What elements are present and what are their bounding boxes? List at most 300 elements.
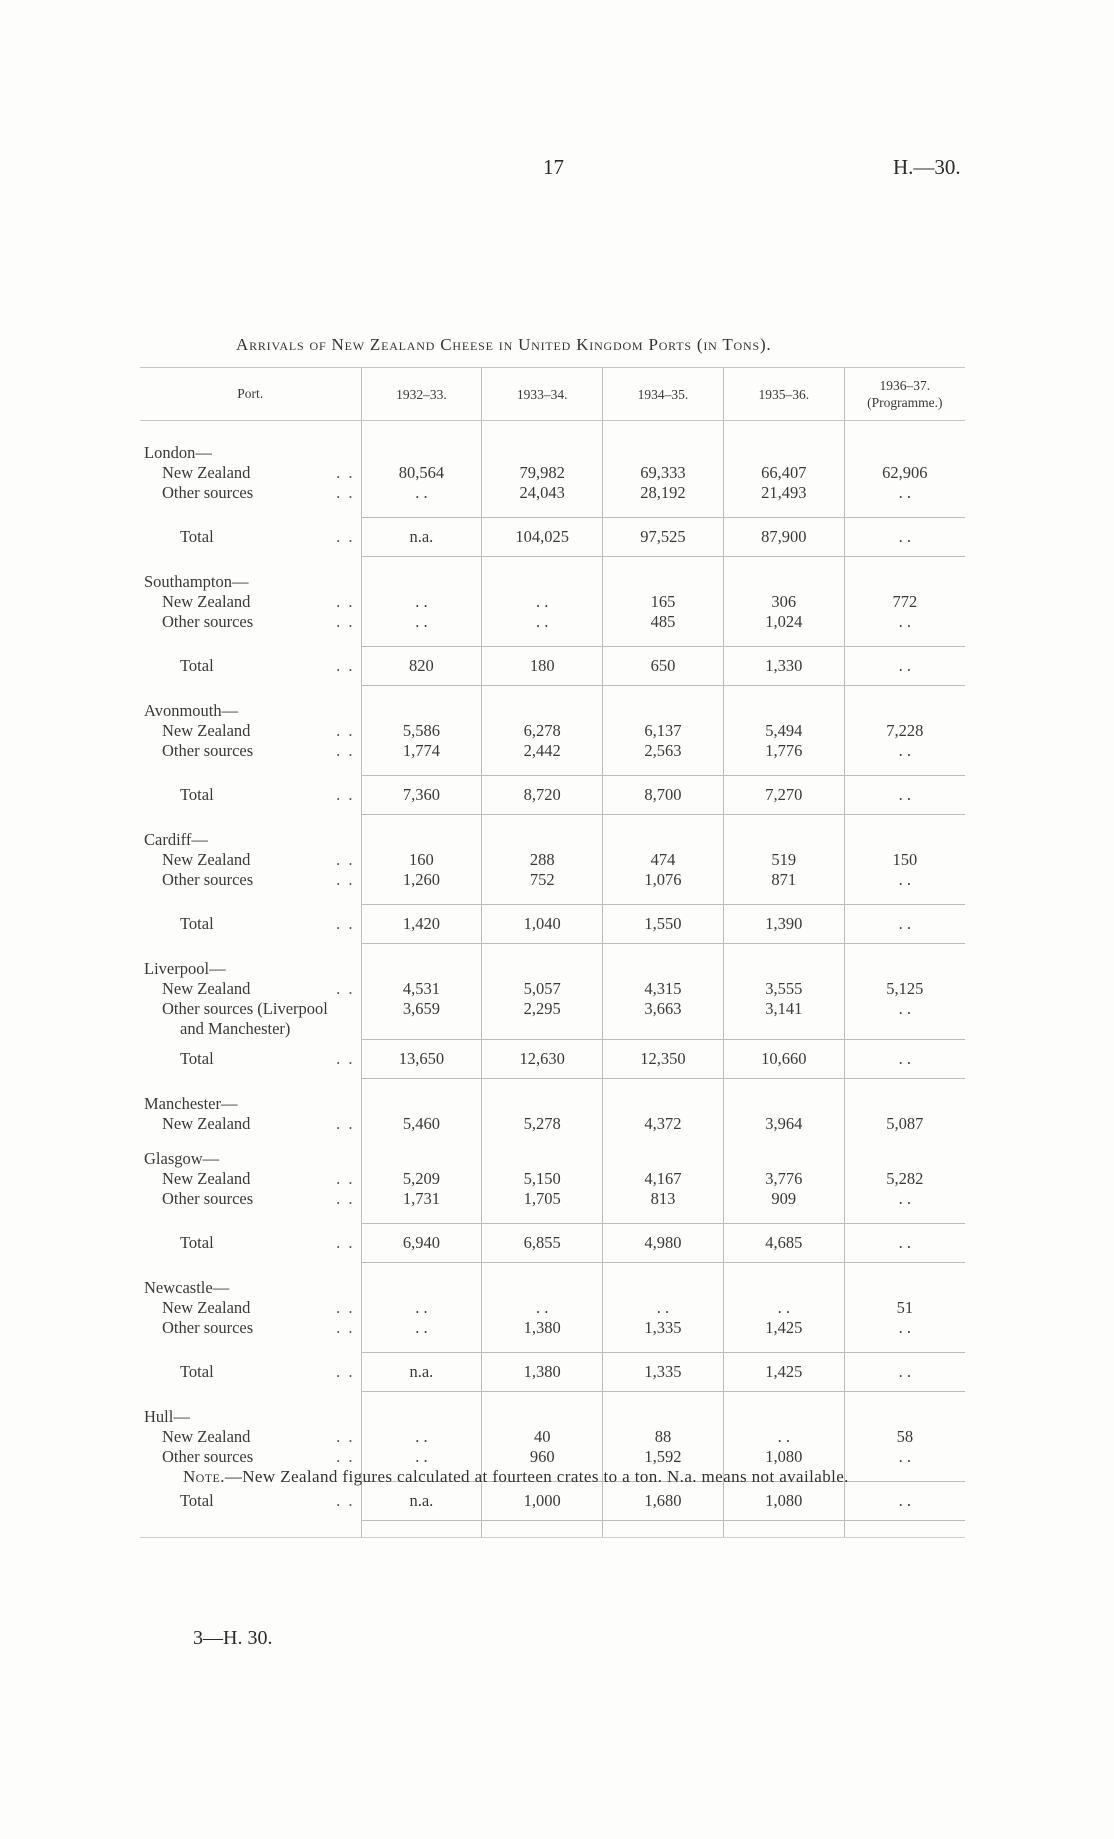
table-cell-empty xyxy=(603,1407,724,1427)
table-cell-value: 1,774 xyxy=(361,741,482,761)
row-label: New Zealand xyxy=(162,592,251,611)
table-cell-value: . . xyxy=(844,612,965,632)
table-cell-empty xyxy=(844,890,965,905)
table-cell-empty xyxy=(361,830,482,850)
table-cell-value: . . xyxy=(844,741,965,761)
table-cell-value: 180 xyxy=(482,647,603,686)
row-label-cell xyxy=(140,999,361,1019)
table-cell-value: 752 xyxy=(482,870,603,890)
table-row xyxy=(140,1114,965,1134)
table-cell-value: 650 xyxy=(603,647,724,686)
table-cell-empty xyxy=(723,1149,844,1169)
table-cell-value: 1,380 xyxy=(482,1318,603,1338)
row-label-cell xyxy=(140,1169,361,1189)
port-name: Avonmouth— xyxy=(144,701,239,720)
leader-dots: . . xyxy=(336,1362,355,1381)
table-cell-value: n.a. xyxy=(361,1482,482,1521)
table-cell-empty xyxy=(603,944,724,960)
table-cell-value: 3,659 xyxy=(361,999,482,1019)
table-spacer-row xyxy=(140,557,965,573)
table-title: Arrivals of New Zealand Cheese in United Kingdom Ports (in Tons). xyxy=(236,335,772,354)
table-cell-empty xyxy=(361,1149,482,1169)
table-row xyxy=(140,1189,965,1209)
table-cell-value: . . xyxy=(844,1040,965,1079)
table-cell-empty xyxy=(723,1019,844,1040)
table-row xyxy=(140,612,965,632)
table-cell-value: . . xyxy=(361,483,482,503)
table-cell-empty xyxy=(723,761,844,776)
table-cell-value: 28,192 xyxy=(603,483,724,503)
table-cell-empty xyxy=(482,1521,603,1538)
table-cell-value: 1,080 xyxy=(723,1447,844,1467)
table-cell-value: 1,330 xyxy=(723,647,844,686)
leader-dots: . . xyxy=(336,1169,355,1188)
row-label: New Zealand xyxy=(162,1169,251,1188)
table-cell-value: . . xyxy=(844,905,965,944)
table-cell-value: 5,586 xyxy=(361,721,482,741)
row-label-cell xyxy=(140,1447,361,1467)
row-label: New Zealand xyxy=(162,850,251,869)
column-header-year: 1935–36. xyxy=(723,368,844,421)
table-cell-empty xyxy=(723,830,844,850)
row-label-cell xyxy=(140,721,361,741)
column-header-year: 1933–34. xyxy=(482,368,603,421)
row-label: New Zealand xyxy=(162,463,251,482)
table-cell-value: 1,680 xyxy=(603,1482,724,1521)
table-cell-value: 5,460 xyxy=(361,1114,482,1134)
port-name: Cardiff— xyxy=(144,830,208,849)
table-cell-empty xyxy=(140,686,361,702)
table-row xyxy=(140,850,965,870)
table-cell-empty xyxy=(482,701,603,721)
table-cell-empty xyxy=(482,443,603,463)
column-header-port: Port. xyxy=(140,368,361,421)
table-cell-empty xyxy=(723,1407,844,1427)
total-label-cell xyxy=(140,1040,361,1079)
table-cell-empty xyxy=(361,1209,482,1224)
table-cell-empty xyxy=(140,632,361,647)
table-cell-value: 88 xyxy=(603,1427,724,1447)
table-cell-empty xyxy=(603,1149,724,1169)
table-cell-empty xyxy=(140,944,361,960)
leader-dots: . . xyxy=(336,1049,355,1068)
table-cell-value: 5,125 xyxy=(844,979,965,999)
total-label: Total xyxy=(180,1233,214,1252)
table-cell-empty xyxy=(361,1094,482,1114)
table-cell-empty xyxy=(844,1521,965,1538)
table-row xyxy=(140,1298,965,1318)
table-cell-empty xyxy=(482,686,603,702)
table-cell-value: . . xyxy=(361,1318,482,1338)
leader-dots: . . xyxy=(336,1447,355,1466)
table-cell-value: 474 xyxy=(603,850,724,870)
table-row xyxy=(140,870,965,890)
table-cell-value: 1,550 xyxy=(603,905,724,944)
table-cell-value: . . xyxy=(844,1447,965,1467)
table-cell-empty xyxy=(844,1094,965,1114)
table-row xyxy=(140,592,965,612)
table-cell-empty xyxy=(603,1094,724,1114)
table-cell-empty xyxy=(482,1079,603,1095)
table-row xyxy=(140,1169,965,1189)
table-cell-empty xyxy=(844,421,965,444)
table-cell-empty xyxy=(361,815,482,831)
table-cell-value: . . xyxy=(482,592,603,612)
table-cell-value: 4,167 xyxy=(603,1169,724,1189)
row-label: Other sources (Liverpool xyxy=(162,999,328,1018)
table-cell-empty xyxy=(723,503,844,518)
table-cell-empty xyxy=(603,1263,724,1279)
table-cell-value: 485 xyxy=(603,612,724,632)
row-label-cell xyxy=(140,741,361,761)
table-cell-empty xyxy=(723,443,844,463)
table-cell-empty xyxy=(361,1278,482,1298)
table-cell-empty xyxy=(603,1338,724,1353)
table-spacer-row xyxy=(140,1209,965,1224)
table-cell-empty xyxy=(361,1407,482,1427)
row-label-continuation: and Manchester) xyxy=(180,1019,291,1039)
table-spacer-row xyxy=(140,1263,965,1279)
row-label-cell xyxy=(140,870,361,890)
table-cell-value: 51 xyxy=(844,1298,965,1318)
port-name-row xyxy=(140,572,965,592)
table-cell-empty xyxy=(361,701,482,721)
table-cell-value: 40 xyxy=(482,1427,603,1447)
table-cell-empty xyxy=(482,632,603,647)
table-cell-empty xyxy=(482,1407,603,1427)
port-name-row xyxy=(140,701,965,721)
leader-dots: . . xyxy=(336,527,355,546)
table-cell-empty xyxy=(140,503,361,518)
table-cell-value: 1,260 xyxy=(361,870,482,890)
table-cell-value: 306 xyxy=(723,592,844,612)
table-cell-empty xyxy=(140,1263,361,1279)
table-cell-empty xyxy=(844,1263,965,1279)
table-cell-empty xyxy=(723,1521,844,1538)
table-cell-value: . . xyxy=(844,483,965,503)
port-name-row xyxy=(140,959,965,979)
table-cell-empty xyxy=(844,503,965,518)
table-spacer-row xyxy=(140,1521,965,1538)
table-body xyxy=(140,421,965,1538)
table-cell-empty xyxy=(140,1338,361,1353)
table-cell-empty xyxy=(140,557,361,573)
column-header-year: 1934–35. xyxy=(603,368,724,421)
table-cell-value: 8,720 xyxy=(482,776,603,815)
table-cell-empty xyxy=(603,701,724,721)
document-reference: H.—30. xyxy=(893,155,961,179)
table-spacer-row xyxy=(140,1392,965,1408)
table-cell-empty xyxy=(140,1209,361,1224)
table-cell-empty xyxy=(603,1278,724,1298)
table-cell-value: 5,057 xyxy=(482,979,603,999)
table-total-row xyxy=(140,1353,965,1392)
table-cell-value: . . xyxy=(361,1427,482,1447)
leader-dots: . . xyxy=(336,1427,355,1446)
table-cell-empty xyxy=(140,815,361,831)
total-label-cell xyxy=(140,1482,361,1521)
table-cell-empty xyxy=(844,443,965,463)
table-cell-value: 7,270 xyxy=(723,776,844,815)
table-cell-empty xyxy=(603,761,724,776)
table-cell-empty xyxy=(140,1134,361,1149)
leader-dots: . . xyxy=(336,870,355,889)
table-cell-value: 1,076 xyxy=(603,870,724,890)
row-label: New Zealand xyxy=(162,721,251,740)
table-cell-value: 1,380 xyxy=(482,1353,603,1392)
table-cell-empty xyxy=(603,830,724,850)
table-cell-value: 13,650 xyxy=(361,1040,482,1079)
table-cell-value: 7,228 xyxy=(844,721,965,741)
table-cell-value: 80,564 xyxy=(361,463,482,483)
table-cell-value: 12,350 xyxy=(603,1040,724,1079)
table-cell-value: 8,700 xyxy=(603,776,724,815)
table-cell-empty xyxy=(723,421,844,444)
table-cell-value: 58 xyxy=(844,1427,965,1447)
table-cell-empty xyxy=(844,1149,965,1169)
table-cell-value: 165 xyxy=(603,592,724,612)
table-cell-empty xyxy=(844,1467,965,1482)
programme-label: (Programme.) xyxy=(867,395,943,410)
table-cell-value: 87,900 xyxy=(723,518,844,557)
table-cell-empty xyxy=(361,959,482,979)
port-name-row xyxy=(140,1407,965,1427)
table-cell-empty xyxy=(482,503,603,518)
table-cell-empty xyxy=(482,557,603,573)
table-cell-value: 150 xyxy=(844,850,965,870)
table-cell-value: 2,295 xyxy=(482,999,603,1019)
table-cell-empty xyxy=(723,1278,844,1298)
table-cell-value: 5,278 xyxy=(482,1114,603,1134)
table-spacer-row xyxy=(140,686,965,702)
table-cell-value: 5,282 xyxy=(844,1169,965,1189)
table-cell-empty xyxy=(140,1079,361,1095)
table-cell-empty xyxy=(723,815,844,831)
table-cell-empty xyxy=(844,1209,965,1224)
page-number: 17 xyxy=(543,155,564,179)
row-label-cell xyxy=(140,850,361,870)
table-cell-empty xyxy=(844,1079,965,1095)
port-name: Hull— xyxy=(144,1407,190,1426)
table-row xyxy=(140,463,965,483)
table-cell-value: 2,442 xyxy=(482,741,603,761)
table-cell-value: . . xyxy=(844,1224,965,1263)
table-cell-value: 1,040 xyxy=(482,905,603,944)
total-label-cell xyxy=(140,518,361,557)
leader-dots: . . xyxy=(336,1233,355,1252)
table-cell-empty xyxy=(482,1209,603,1224)
table-cell-empty xyxy=(844,701,965,721)
total-label: Total xyxy=(180,1362,214,1381)
leader-dots: . . xyxy=(336,979,355,998)
table-cell-empty xyxy=(482,830,603,850)
table-cell-value: 21,493 xyxy=(723,483,844,503)
row-label-cell xyxy=(140,612,361,632)
table-cell-value: . . xyxy=(482,612,603,632)
row-label-cell xyxy=(140,1298,361,1318)
table-cell-value: n.a. xyxy=(361,518,482,557)
table-row xyxy=(140,741,965,761)
table-cell-empty xyxy=(723,1263,844,1279)
table-cell-empty xyxy=(603,503,724,518)
table-row xyxy=(140,979,965,999)
row-label-cell xyxy=(140,1114,361,1134)
table-spacer-row xyxy=(140,944,965,960)
table-row xyxy=(140,999,965,1019)
table-cell-empty xyxy=(844,1338,965,1353)
table-cell-empty xyxy=(361,572,482,592)
table-cell-value: 4,531 xyxy=(361,979,482,999)
table-cell-value: 24,043 xyxy=(482,483,603,503)
programme-year: 1936–37. xyxy=(879,378,931,393)
port-name-row xyxy=(140,443,965,463)
table-cell-value: 7,360 xyxy=(361,776,482,815)
table-row-continuation xyxy=(140,1019,965,1040)
table-cell-value: . . xyxy=(361,1447,482,1467)
row-label-cell xyxy=(140,463,361,483)
table-cell-empty xyxy=(361,1263,482,1279)
leader-dots: . . xyxy=(336,1189,355,1208)
table-cell-empty xyxy=(603,959,724,979)
leader-dots: . . xyxy=(336,741,355,760)
table-cell-empty xyxy=(482,890,603,905)
table-cell-empty xyxy=(482,761,603,776)
table-cell-empty xyxy=(844,686,965,702)
table-cell-value: 6,855 xyxy=(482,1224,603,1263)
table-cell-value: . . xyxy=(844,1353,965,1392)
table-cell-empty xyxy=(361,557,482,573)
leader-dots: . . xyxy=(336,612,355,631)
table-cell-value: 104,025 xyxy=(482,518,603,557)
table-cell-value: . . xyxy=(844,647,965,686)
table-cell-value: 288 xyxy=(482,850,603,870)
table-cell-value: 12,630 xyxy=(482,1040,603,1079)
table-cell-empty xyxy=(482,944,603,960)
table-cell-value: . . xyxy=(844,518,965,557)
table-cell-value: 5,087 xyxy=(844,1114,965,1134)
table-total-row xyxy=(140,776,965,815)
table-cell-empty xyxy=(482,1134,603,1149)
table-total-row xyxy=(140,905,965,944)
table-cell-value: 1,592 xyxy=(603,1447,724,1467)
arrivals-table-container xyxy=(140,367,965,1538)
table-spacer-row xyxy=(140,890,965,905)
row-label-cell xyxy=(140,1427,361,1447)
total-label-cell xyxy=(140,1353,361,1392)
table-cell-value: 3,555 xyxy=(723,979,844,999)
table-cell-empty xyxy=(603,1134,724,1149)
table-cell-empty xyxy=(844,572,965,592)
table-total-row xyxy=(140,647,965,686)
table-cell-value: 3,141 xyxy=(723,999,844,1019)
row-label: New Zealand xyxy=(162,979,251,998)
leader-dots: . . xyxy=(336,1298,355,1317)
table-cell-empty xyxy=(844,944,965,960)
table-cell-empty xyxy=(361,686,482,702)
table-cell-value: 2,563 xyxy=(603,741,724,761)
table-cell-empty xyxy=(844,1019,965,1040)
port-name: Southampton— xyxy=(144,572,249,591)
table-cell-value: . . xyxy=(844,1318,965,1338)
total-label: Total xyxy=(180,527,214,546)
table-cell-value: 1,335 xyxy=(603,1318,724,1338)
port-name-row xyxy=(140,1149,965,1169)
table-cell-empty xyxy=(603,890,724,905)
row-label-cell xyxy=(140,1189,361,1209)
row-label: Other sources xyxy=(162,741,254,760)
table-cell-value: 6,278 xyxy=(482,721,603,741)
total-label: Total xyxy=(180,1049,214,1068)
row-label: Other sources xyxy=(162,612,254,631)
row-label-cell xyxy=(140,1318,361,1338)
row-label: New Zealand xyxy=(162,1298,251,1317)
table-cell-empty xyxy=(844,1278,965,1298)
table-cell-value: . . xyxy=(723,1298,844,1318)
table-cell-value: 5,150 xyxy=(482,1169,603,1189)
table-cell-value: . . xyxy=(844,999,965,1019)
row-label: Other sources xyxy=(162,1447,254,1466)
table-cell-value: . . xyxy=(844,1189,965,1209)
row-label: New Zealand xyxy=(162,1114,251,1133)
table-cell-empty xyxy=(482,1338,603,1353)
table-cell-value: 4,315 xyxy=(603,979,724,999)
port-name-row xyxy=(140,830,965,850)
table-cell-empty xyxy=(603,1392,724,1408)
table-cell-empty xyxy=(723,701,844,721)
leader-dots: . . xyxy=(336,1318,355,1337)
table-cell-empty xyxy=(361,503,482,518)
table-spacer-row xyxy=(140,632,965,647)
table-spacer-row xyxy=(140,1134,965,1149)
table-row xyxy=(140,721,965,741)
port-name-row xyxy=(140,1278,965,1298)
table-cell-empty xyxy=(723,890,844,905)
table-cell-empty xyxy=(482,1278,603,1298)
table-cell-value: 3,663 xyxy=(603,999,724,1019)
table-row xyxy=(140,1318,965,1338)
table-cell-value: 909 xyxy=(723,1189,844,1209)
note-text: —New Zealand figures calculated at fourteen crates to a ton. N.a. means not available. xyxy=(224,1467,849,1486)
table-cell-empty xyxy=(482,959,603,979)
table-cell-empty xyxy=(844,761,965,776)
table-cell-value: 1,420 xyxy=(361,905,482,944)
column-header-programme xyxy=(844,368,965,421)
table-spacer-row xyxy=(140,1338,965,1353)
table-cell-value: 1,080 xyxy=(723,1482,844,1521)
table-cell-empty xyxy=(723,1392,844,1408)
table-cell-empty xyxy=(844,959,965,979)
table-cell-empty xyxy=(603,443,724,463)
table-cell-empty xyxy=(723,959,844,979)
table-cell-empty xyxy=(361,1338,482,1353)
table-cell-empty xyxy=(844,1134,965,1149)
table-cell-empty xyxy=(361,944,482,960)
table-cell-empty xyxy=(723,557,844,573)
row-label: Other sources xyxy=(162,483,254,502)
table-spacer-row xyxy=(140,421,965,444)
total-label: Total xyxy=(180,914,214,933)
table-cell-empty xyxy=(603,1521,724,1538)
table-cell-empty xyxy=(844,1407,965,1427)
port-name: Manchester— xyxy=(144,1094,238,1113)
table-cell-empty xyxy=(140,890,361,905)
table-total-row xyxy=(140,1482,965,1521)
table-cell-empty xyxy=(482,572,603,592)
row-label: Other sources xyxy=(162,1318,254,1337)
total-label-cell xyxy=(140,905,361,944)
table-cell-value: . . xyxy=(844,870,965,890)
leader-dots: . . xyxy=(336,1114,355,1133)
